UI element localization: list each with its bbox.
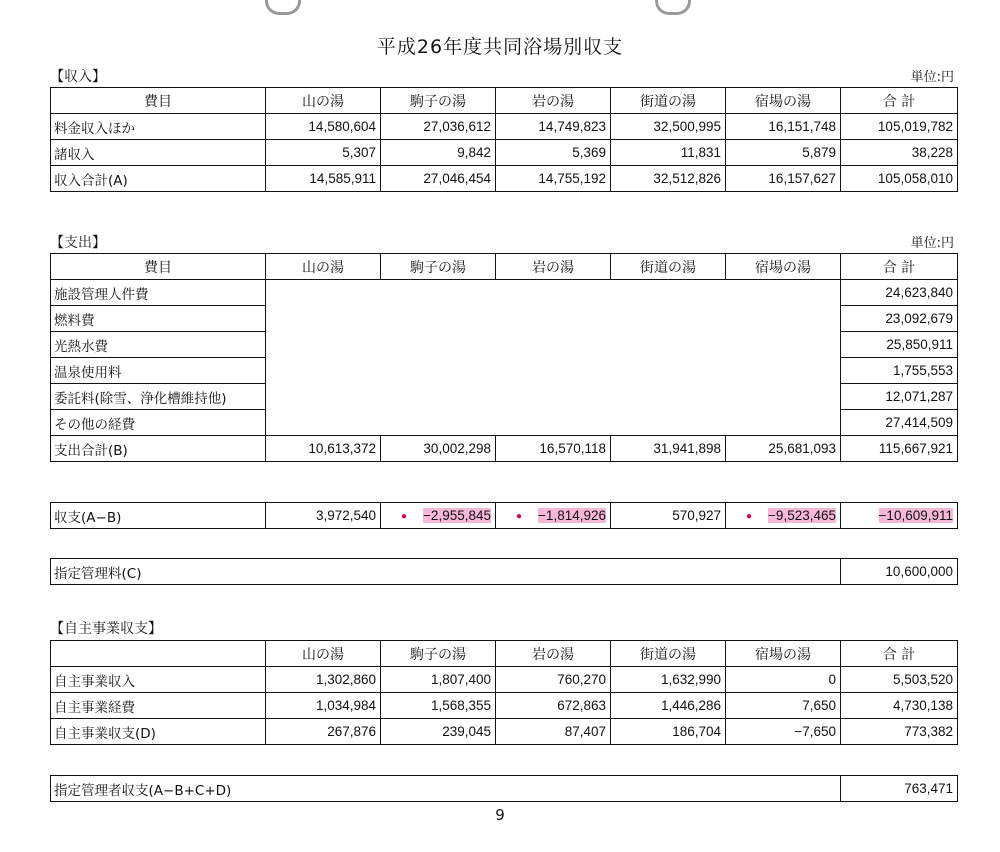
blank-cell (496, 384, 611, 410)
blank-cell (266, 332, 381, 358)
value-cell: 5,879 (726, 140, 841, 166)
value-cell (496, 503, 611, 529)
row-label: 温泉使用料 (51, 358, 266, 384)
blank-cell (381, 280, 496, 306)
value-cell: 14,580,604 (266, 114, 381, 140)
blank-cell (496, 306, 611, 332)
row-label: 自主事業収支(D) (51, 719, 266, 745)
row-label: 指定管理料(C) (51, 559, 841, 585)
value-cell: 1,807,400 (381, 667, 496, 693)
total-cell: 27,414,509 (841, 410, 958, 436)
blank-cell (381, 306, 496, 332)
income-section-label: 【収入】 (50, 69, 106, 85)
table-row (51, 436, 958, 462)
header-cell: 山の湯 (266, 254, 381, 280)
blank-cell (611, 410, 726, 436)
blank-cell (726, 332, 841, 358)
blank-cell (266, 306, 381, 332)
value-cell: 25,681,093 (726, 436, 841, 462)
value-cell: 16,570,118 (496, 436, 611, 462)
row-label: 収支(A−B) (51, 503, 266, 529)
total-cell: 12,071,287 (841, 384, 958, 410)
row-label: 自主事業収入 (51, 667, 266, 693)
blank-cell (611, 358, 726, 384)
table-row (51, 140, 958, 166)
income-unit-label: 単位:円 (910, 70, 954, 85)
table-row (51, 693, 958, 719)
value-cell: 14,749,823 (496, 114, 611, 140)
value-cell: 5,307 (266, 140, 381, 166)
blank-cell (496, 358, 611, 384)
value-cell: 27,036,612 (381, 114, 496, 140)
total-cell (841, 503, 958, 529)
blank-cell (611, 280, 726, 306)
document-title: 平成26年度共同浴場別収支 (376, 36, 624, 58)
expense-unit-label: 単位:円 (910, 236, 954, 251)
page-number: 9 (495, 806, 505, 824)
income-header-row (51, 88, 958, 114)
value-cell: 1,302,860 (266, 667, 381, 693)
own-business-header-row (51, 641, 958, 667)
table-row (51, 719, 958, 745)
total-cell: 23,092,679 (841, 306, 958, 332)
highlighted-value: −1,814,926 (538, 508, 606, 523)
expense-table (50, 253, 958, 462)
value-cell: 14,755,192 (496, 166, 611, 192)
total-cell: 105,019,782 (841, 114, 958, 140)
table-row (51, 114, 958, 140)
table-row (51, 280, 958, 306)
header-cell: 駒子の湯 (381, 254, 496, 280)
expense-header-row (51, 254, 958, 280)
header-cell: 街道の湯 (611, 88, 726, 114)
value-cell: 239,045 (381, 719, 496, 745)
row-label: 料金収入ほか (51, 114, 266, 140)
value-cell: 1,632,990 (611, 667, 726, 693)
total-cell: 25,850,911 (841, 332, 958, 358)
header-cell (51, 641, 266, 667)
value-cell: 16,157,627 (726, 166, 841, 192)
table-row (51, 306, 958, 332)
blank-cell (381, 358, 496, 384)
blank-cell (726, 306, 841, 332)
row-label: 諸収入 (51, 140, 266, 166)
value-cell: 3,972,540 (266, 503, 381, 529)
blank-cell (266, 280, 381, 306)
value-cell: 14,585,911 (266, 166, 381, 192)
blank-cell (726, 358, 841, 384)
row-label: 自主事業経費 (51, 693, 266, 719)
balance-table (50, 502, 958, 529)
manager-balance-table (50, 775, 958, 802)
header-cell: 街道の湯 (611, 254, 726, 280)
blank-cell (381, 332, 496, 358)
value-cell: 7,650 (726, 693, 841, 719)
total-cell: 115,667,921 (841, 436, 958, 462)
income-table (50, 87, 958, 192)
header-cell: 宿場の湯 (726, 88, 841, 114)
total-cell: 4,730,138 (841, 693, 958, 719)
row-label: 燃料費 (51, 306, 266, 332)
total-cell: 5,503,520 (841, 667, 958, 693)
row-label: 支出合計(B) (51, 436, 266, 462)
designated-fee-table (50, 558, 958, 585)
red-mark-icon: ● (746, 510, 753, 522)
own-business-section-label: 【自主事業収支】 (50, 621, 162, 637)
header-cell: 岩の湯 (496, 254, 611, 280)
table-row (51, 776, 958, 802)
header-cell: 山の湯 (266, 641, 381, 667)
value-cell: 11,831 (611, 140, 726, 166)
highlighted-value: −10,609,911 (878, 508, 953, 523)
row-label: 委託料(除雪、浄化槽維持他) (51, 384, 266, 410)
total-cell: 38,228 (841, 140, 958, 166)
header-cell: 費目 (51, 254, 266, 280)
value-cell: 31,941,898 (611, 436, 726, 462)
row-label: 施設管理人件費 (51, 280, 266, 306)
value-cell: 87,407 (496, 719, 611, 745)
header-cell: 合 計 (841, 254, 958, 280)
blank-cell (726, 410, 841, 436)
highlighted-value: −9,523,465 (768, 508, 836, 523)
value-cell (726, 503, 841, 529)
header-cell: 費目 (51, 88, 266, 114)
header-cell: 駒子の湯 (381, 88, 496, 114)
value-cell: −7,650 (726, 719, 841, 745)
binder-ring-right (655, 0, 691, 15)
blank-cell (611, 384, 726, 410)
value-cell: 570,927 (611, 503, 726, 529)
header-cell: 岩の湯 (496, 88, 611, 114)
blank-cell (381, 410, 496, 436)
blank-cell (611, 306, 726, 332)
header-cell: 岩の湯 (496, 641, 611, 667)
header-cell: 宿場の湯 (726, 254, 841, 280)
value-cell: 32,500,995 (611, 114, 726, 140)
binder-ring-left (265, 0, 301, 15)
header-cell: 駒子の湯 (381, 641, 496, 667)
table-row (51, 332, 958, 358)
table-row (51, 667, 958, 693)
row-label: 指定管理者収支(A−B+C+D) (51, 776, 841, 802)
blank-cell (266, 358, 381, 384)
blank-cell (266, 410, 381, 436)
value-cell: 10,613,372 (266, 436, 381, 462)
blank-cell (726, 280, 841, 306)
value-cell (381, 503, 496, 529)
total-cell: 105,058,010 (841, 166, 958, 192)
table-row (51, 166, 958, 192)
value-cell: 0 (726, 667, 841, 693)
value-cell: 186,704 (611, 719, 726, 745)
value-cell: 1,446,286 (611, 693, 726, 719)
red-mark-icon: ● (401, 510, 408, 522)
value-cell: 5,369 (496, 140, 611, 166)
value-cell: 27,046,454 (381, 166, 496, 192)
value-cell: 16,151,748 (726, 114, 841, 140)
blank-cell (496, 280, 611, 306)
blank-cell (496, 410, 611, 436)
blank-cell (496, 332, 611, 358)
header-cell: 宿場の湯 (726, 641, 841, 667)
total-cell: 10,600,000 (841, 559, 958, 585)
expense-section-label: 【支出】 (50, 235, 106, 251)
value-cell: 1,568,355 (381, 693, 496, 719)
total-cell: 1,755,553 (841, 358, 958, 384)
blank-cell (611, 332, 726, 358)
blank-cell (726, 384, 841, 410)
value-cell: 672,863 (496, 693, 611, 719)
value-cell: 267,876 (266, 719, 381, 745)
table-row (51, 384, 958, 410)
total-cell: 24,623,840 (841, 280, 958, 306)
row-label: 収入合計(A) (51, 166, 266, 192)
value-cell: 760,270 (496, 667, 611, 693)
own-business-table (50, 640, 958, 745)
total-cell: 773,382 (841, 719, 958, 745)
row-label: その他の経費 (51, 410, 266, 436)
header-cell: 山の湯 (266, 88, 381, 114)
value-cell: 32,512,826 (611, 166, 726, 192)
blank-cell (266, 384, 381, 410)
table-row (51, 358, 958, 384)
header-cell: 街道の湯 (611, 641, 726, 667)
header-cell: 合 計 (841, 88, 958, 114)
blank-cell (381, 384, 496, 410)
highlighted-value: −2,955,845 (423, 508, 491, 523)
value-cell: 1,034,984 (266, 693, 381, 719)
table-row (51, 410, 958, 436)
value-cell: 9,842 (381, 140, 496, 166)
red-mark-icon: ● (516, 510, 523, 522)
value-cell: 30,002,298 (381, 436, 496, 462)
table-row (51, 559, 958, 585)
header-cell: 合 計 (841, 641, 958, 667)
table-row (51, 503, 958, 529)
row-label: 光熱水費 (51, 332, 266, 358)
total-cell: 763,471 (841, 776, 958, 802)
